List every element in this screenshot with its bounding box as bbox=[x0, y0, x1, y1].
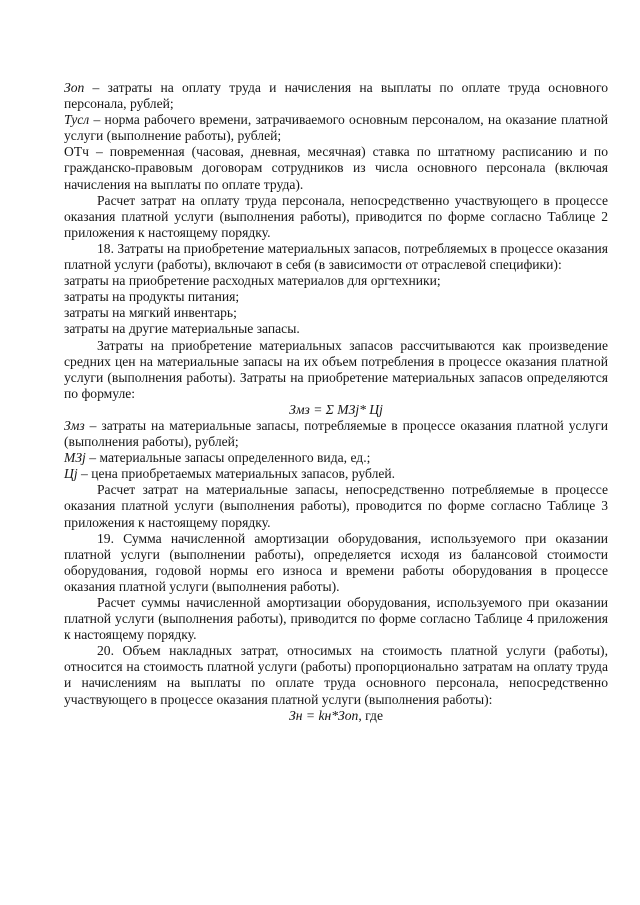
document-body bbox=[64, 80, 608, 724]
formula-overhead bbox=[64, 708, 608, 724]
definition-zmz bbox=[64, 418, 608, 450]
definition-text: – материальные запасы определенного вида, ед.; bbox=[85, 450, 371, 466]
paragraph-materials-calc: Затраты на приобретение материальных запасов рассчитываются как произведение средних цен на материальные запасы на их объем потребления в процессе оказания платной услуги (выполнения работы). Затраты на приобретение материальных запасов определяются по формуле: bbox=[64, 337, 608, 401]
formula-text: Зн = kн*Зоп bbox=[289, 707, 359, 723]
list-item: затраты на продукты питания; bbox=[64, 289, 240, 305]
term: Тусл bbox=[64, 112, 90, 128]
list-item: затраты на приобретение расходных материалов для оргтехники; bbox=[64, 273, 441, 289]
paragraph-clause-20: 20. Объем накладных затрат, относимых на стоимость платной услуги (работы), относится на стоимость платной услуги (работы) пропорционально затратам на оплату труда и начислениям на выплаты по оплате труда основного персонала, непосредственно участвующего в процессе оказания платной услуги (выполнения работы): bbox=[64, 643, 608, 707]
paragraph-clause-18: 18. Затраты на приобретение материальных запасов, потребляемых в процессе оказания платной услуги (работы), включают в себя (в зависимости от отраслевой специфики): bbox=[64, 240, 608, 273]
paragraph-labor-cost: Расчет затрат на оплату труда персонала, непосредственно участвующего в процессе оказания платной услуги (выполнения работы), приводится по форме согласно Таблице 2 приложения к настоящему порядку. bbox=[64, 192, 608, 240]
definition-text: – затраты на оплату труда и начисления на выплаты по оплате труда основного персонала, рублей; bbox=[64, 80, 608, 112]
definition-mzj bbox=[64, 450, 608, 466]
definition-text: – цена приобретаемых материальных запасов, рублей. bbox=[77, 466, 396, 482]
definition-text: – затраты на материальные запасы, потребляемые в процессе оказания платной услуги (выполнения работы), рублей; bbox=[64, 417, 608, 450]
definition-text: ОТч – повременная (часовая, дневная, месячная) ставка по штатному расписанию и по гражданско-правовым договорам сотрудников из числа основного персонала (включая начисления на выплаты по оплате труда). bbox=[64, 144, 608, 192]
definition-cj bbox=[64, 466, 608, 482]
paragraph-depreciation-table: Расчет суммы начисленной амортизации оборудования, используемого при оказании платной услуги (выполнения работы), приводится по форме согласно Таблице 4 приложения к настоящему порядку. bbox=[64, 595, 608, 643]
term: Цj bbox=[64, 466, 78, 482]
list-item: затраты на другие материальные запасы. bbox=[64, 321, 300, 337]
paragraph-clause-19: 19. Сумма начисленной амортизации оборудования, используемого при оказании платной услуги (выполнении работы), определяется исходя из балансовой стоимости оборудования, годовой нормы его износа и времени работы оборудования в процессе оказания платной услуги (выполнения работы). bbox=[64, 530, 608, 594]
term: МЗj bbox=[64, 450, 86, 466]
definition-otch bbox=[64, 144, 608, 192]
term: Зоп bbox=[64, 80, 85, 95]
definition-tusl bbox=[64, 112, 608, 144]
definition-text: – норма рабочего времени, затрачиваемого основным персоналом, на оказание платной услуги (выполнение работы), рублей; bbox=[64, 112, 608, 144]
formula-materials: Змз = Σ МЗj* Цj bbox=[289, 401, 383, 417]
definition-zop bbox=[64, 80, 608, 112]
formula-suffix: , где bbox=[358, 707, 383, 723]
paragraph-materials-table: Расчет затрат на материальные запасы, непосредственно потребляемые в процессе оказания платной услуги (выполнения работы), проводится по форме согласно Таблице 3 приложения к настоящему порядку. bbox=[64, 482, 608, 530]
list-item: затраты на мягкий инвентарь; bbox=[64, 305, 237, 321]
term: Змз bbox=[64, 417, 85, 433]
